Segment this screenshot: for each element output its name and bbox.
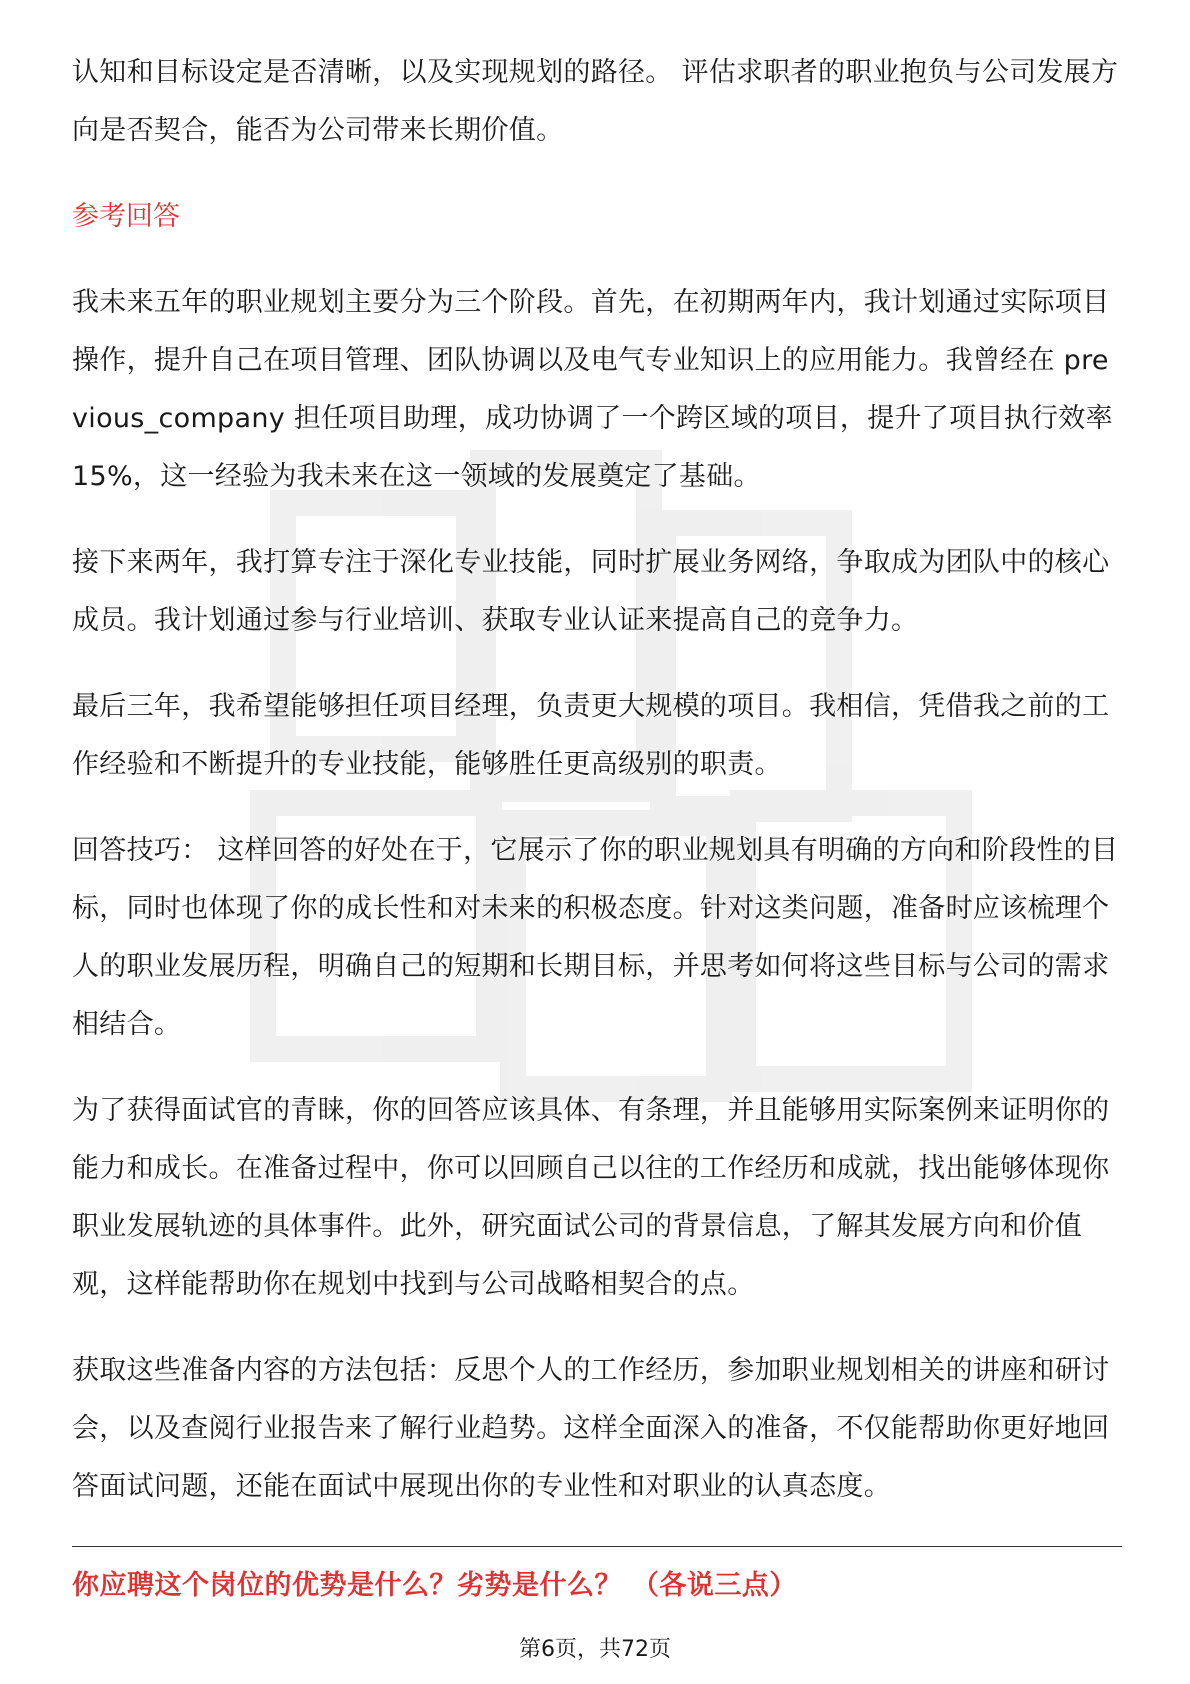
answer-paragraph: 接下来两年，我打算专注于深化专业技能，同时扩展业务网络，争取成为团队中的核心成员。我计划通过参与行业培训、获取专业认证来提高自己的竞争力。 <box>72 547 1110 636</box>
page-number: 第6页，共72页 <box>519 1637 671 1662</box>
answer-paragraph: 获取这些准备内容的方法包括：反思个人的工作经历，参加职业规划相关的讲座和研讨会，以及查阅行业报告来了解行业趋势。这样全面深入的准备，不仅能帮助你更好地回答面试问题，还能在面试中展现出你的专业性和对职业的认真态度。 <box>72 1355 1110 1502</box>
section-divider <box>72 1546 1122 1547</box>
answer-tips-paragraph: 回答技巧： 这样回答的好处在于，它展示了你的职业规划具有明确的方向和阶段性的目标，同时也体现了你的成长性和对未来的积极态度。针对这类问题，准备时应该梳理个人的职业发展历程，明确自己的短期和长期目标，并思考如何将这些目标与公司的需求相结合。 <box>72 835 1119 1040</box>
intro-paragraph: 认知和目标设定是否清晰，以及实现规划的路径。 评估求职者的职业抱负与公司发展方向是否契合，能否为公司带来长期价值。 <box>72 57 1119 146</box>
answer-paragraph: 为了获得面试官的青睐，你的回答应该具体、有条理，并且能够用实际案例来证明你的能力和成长。在准备过程中，你可以回顾自己以往的工作经历和成就，找出能够体现你职业发展轨迹的具体事件。此外，研究面试公司的背景信息，了解其发展方向和价值观，这样能帮助你在规划中找到与公司战略相契合的点。 <box>72 1095 1110 1300</box>
reference-answer-heading: 参考回答 <box>72 201 180 232</box>
document-body <box>72 44 1122 1544</box>
next-question-heading: 你应聘这个岗位的优势是什么？劣势是什么？ （各说三点） <box>72 1570 797 1601</box>
answer-paragraph: 我未来五年的职业规划主要分为三个阶段。首先，在初期两年内，我计划通过实际项目操作，提升自己在项目管理、团队协调以及电气专业知识上的应用能力。我曾经在 previous_company 担任项目助理，成功协调了一个跨区域的项目，提升了项目执行效率 15%，这一经验为我未来在这一领域的发展奠定了基础。 <box>72 287 1113 492</box>
answer-paragraph: 最后三年，我希望能够担任项目经理，负责更大规模的项目。我相信，凭借我之前的工作经验和不断提升的专业技能，能够胜任更高级别的职责。 <box>72 691 1110 780</box>
